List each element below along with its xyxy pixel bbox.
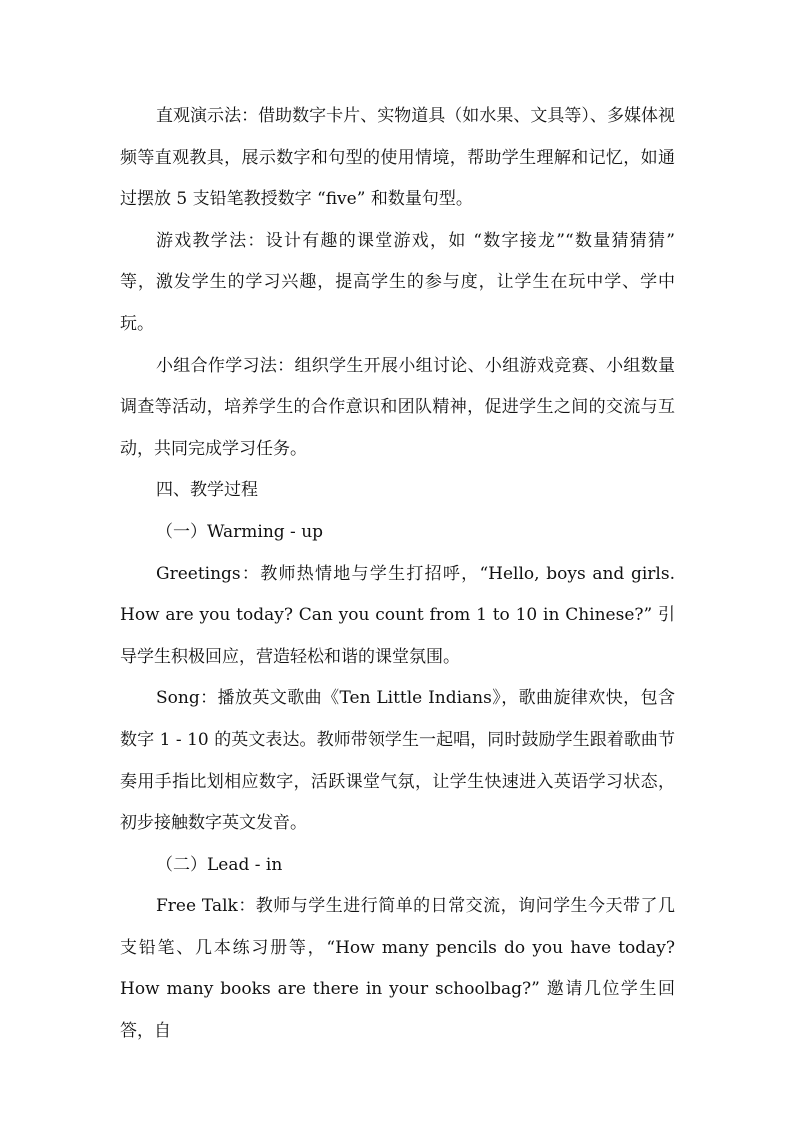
- paragraph-group-cooperative-learning: 小组合作学习法：组织学生开展小组讨论、小组游戏竞赛、小组数量调查等活动，培养学生的合作意识和团队精神，促进学生之间的交流与互动，共同完成学习任务。: [120, 355, 675, 459]
- section-heading-teaching-process: 四、教学过程: [156, 480, 258, 501]
- paragraph-game-teaching-method: 游戏教学法：设计有趣的课堂游戏，如 “数字接龙”“数量猜猜猜” 等，激发学生的学习兴趣，提高学生的参与度，让学生在玩中学、学中玩。: [120, 230, 675, 334]
- subsection-heading-lead-in: （二）Lead - in: [156, 854, 283, 875]
- document-body: [120, 96, 675, 1053]
- paragraph-greetings: Greetings：教师热情地与学生打招呼，“Hello, boys and girls. How are you today? Can you count from 1 to 10 in Chinese?” 引导学生积极回应，营造轻松和谐的课堂氛围。: [120, 563, 675, 667]
- paragraph-visual-demonstration-method: 直观演示法：借助数字卡片、实物道具（如水果、文具等）、多媒体视频等直观教具，展示数字和句型的使用情境，帮助学生理解和记忆，如通过摆放 5 支铅笔教授数字 “five” 和数量句型。: [120, 106, 675, 210]
- subsection-heading-warming-up: （一）Warming - up: [156, 521, 324, 542]
- paragraph-free-talk: Free Talk：教师与学生进行简单的日常交流，询问学生今天带了几支铅笔、几本练习册等，“How many pencils do you have today? How many books are there in your schoolbag?” 邀请几位学生回答，自: [120, 896, 675, 1042]
- paragraph-song: Song：播放英文歌曲《Ten Little Indians》，歌曲旋律欢快，包含数字 1 - 10 的英文表达。教师带领学生一起唱，同时鼓励学生跟着歌曲节奏用手指比划相应数字，活跃课堂气氛，让学生快速进入英语学习状态，初步接触数字英文发音。: [120, 688, 675, 834]
